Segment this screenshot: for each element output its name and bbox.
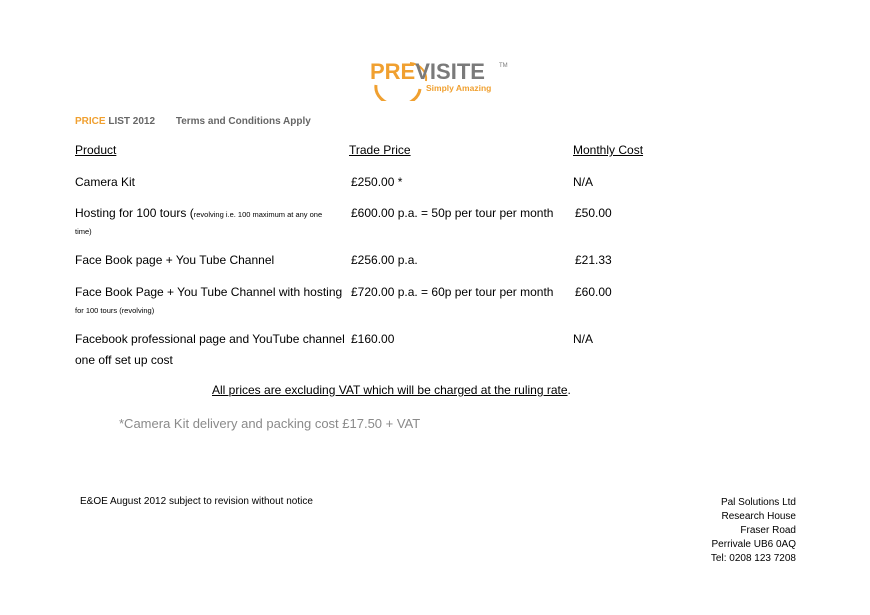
heading-price: PRICE [75, 116, 106, 127]
row-4-product-small: for 100 tours (revolving) [75, 306, 155, 315]
company-address [711, 496, 796, 566]
header-monthly-cost: Monthly Cost [573, 143, 644, 157]
row-2-product-small: revolving i.e. 100 maximum at any one [193, 210, 323, 219]
row-2-product-main: Hosting for 100 tours ( [75, 206, 194, 220]
eoe-notice: E&OE August 2012 subject to revision without notice [80, 496, 313, 507]
previsite-logo [370, 55, 510, 101]
header-trade-price: Trade Price [349, 143, 411, 157]
row-3-trade: £256.00 p.a. [351, 253, 418, 267]
logo-pre: PRE [370, 59, 416, 84]
row-5-product: Facebook professional page and YouTube channel [75, 332, 345, 346]
row-2-trade: £600.00 p.a. = 50p per tour per month [351, 206, 554, 220]
heading-terms: Terms and Conditions Apply [175, 116, 311, 127]
price-list-heading [75, 116, 311, 127]
row-4-trade: £720.00 p.a. = 60p per tour per month [351, 285, 554, 299]
row-1-trade: £250.00 * [351, 175, 403, 189]
address-line-postcode: Perrivale UB6 0AQ [711, 539, 796, 550]
row-5-monthly: N/A [573, 332, 594, 346]
address-line-company: Pal Solutions Ltd [720, 497, 796, 508]
row-3-product: Face Book page + You Tube Channel [75, 253, 275, 267]
vat-note-end: . [567, 383, 571, 397]
row-3-monthly: £21.33 [575, 253, 612, 267]
vat-note-text: All prices are excluding VAT which will be charged at the ruling rate [212, 383, 568, 397]
row-4-product: Face Book Page + You Tube Channel with hosting [75, 285, 343, 299]
row-1-product: Camera Kit [75, 175, 136, 189]
logo-visite: VISITE [415, 59, 485, 84]
address-line-road: Fraser Road [740, 525, 796, 536]
vat-note [212, 383, 571, 397]
camera-kit-note: *Camera Kit delivery and packing cost £17.50 + VAT [119, 416, 421, 431]
row-4-monthly: £60.00 [575, 285, 612, 299]
row-2-product [75, 205, 322, 223]
logo-wordmark [370, 59, 485, 85]
row-2-monthly: £50.00 [575, 206, 612, 220]
logo-tagline: Simply Amazing [426, 83, 492, 93]
row-5-trade: £160.00 [351, 332, 395, 346]
heading-list: LIST 2012 [108, 116, 156, 127]
header-product: Product [75, 143, 117, 157]
address-line-building: Research House [721, 511, 796, 522]
row-1-monthly: N/A [573, 175, 594, 189]
logo-tm: TM [499, 63, 508, 69]
address-line-phone: Tel: 0208 123 7208 [710, 553, 796, 564]
row-5-product-line2: one off set up cost [75, 353, 173, 367]
row-2-product-small-2: time) [75, 227, 92, 236]
